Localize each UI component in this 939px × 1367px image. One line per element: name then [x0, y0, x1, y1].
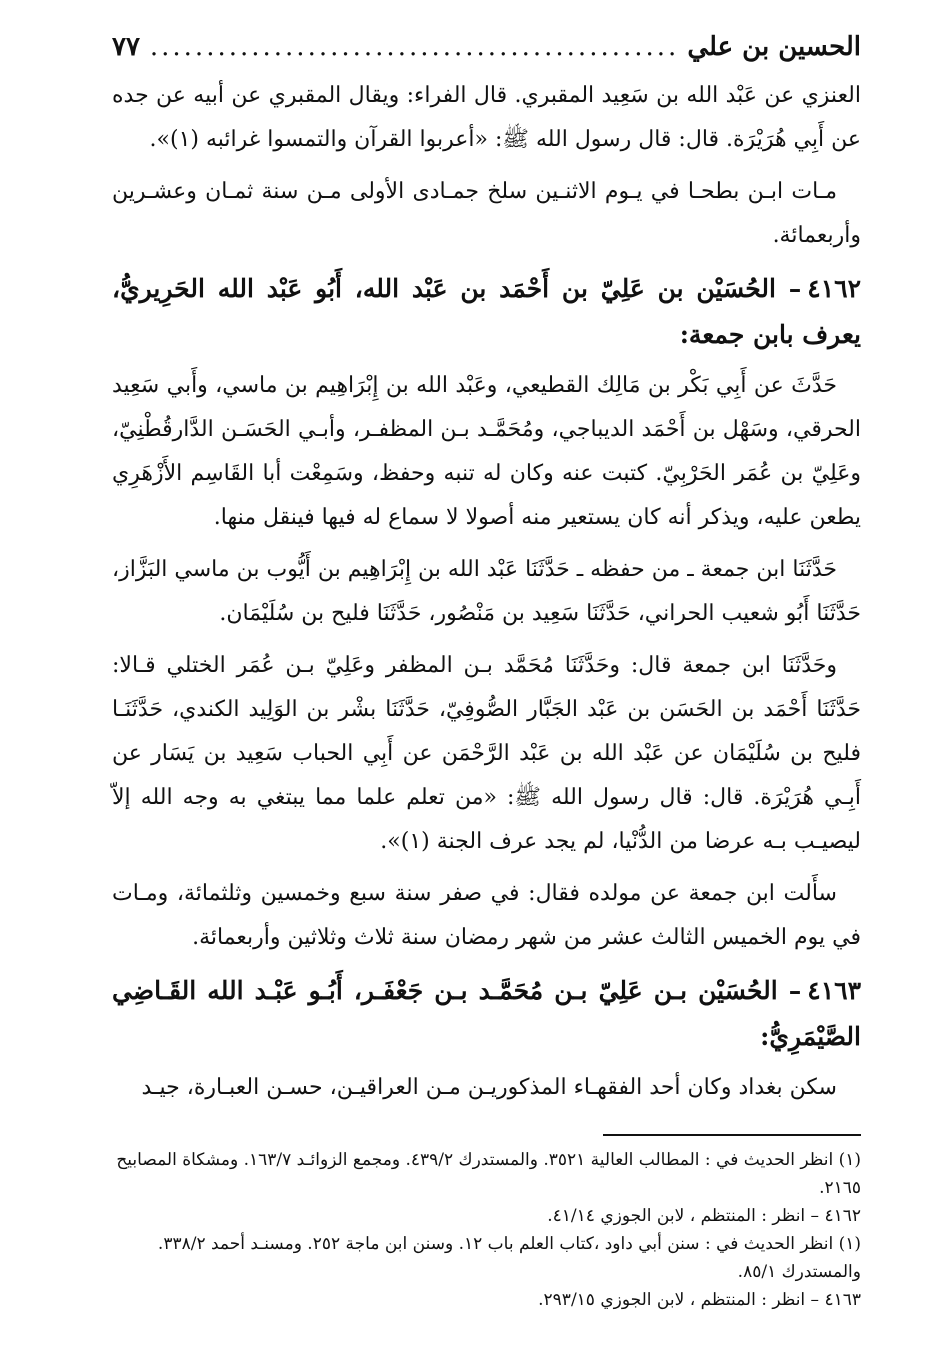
paragraph: سكن بغداد وكان أحد الفقهـاء المذكوريـن مـن العراقيـن، حسـن العبـارة، جيـد — [141, 1075, 837, 1100]
paragraph: مـات ابـن بطحـا في يـوم الاثنـين سلخ جمـادى الأولى مـن سنة ثمـان وعشـرين وأربعمائة. — [112, 179, 861, 248]
entry-title: – الحُسَيْن بن عَلِيّ بن أَحْمَد بن عَبْد الله، أَبُو عَبْد الله الحَرِيريُّ، يعرف بابن جمعة: — [112, 274, 861, 349]
paragraph: وحَدَّثَنَا ابن جمعة قال: وحَدَّثَنَا مُحَمَّد بـن المظفر وعَلِيّ بـن عُمَر الختلي قـالا: حَدَّثَنَا أَحْمَد بن الحَسَن بن عَبْد الجَبَّار الصُّوفِيّ، حَدَّثَنَا بشْر بن الوَلِيد الكندي، حَدَّثَنَـا فليح بن سُلَيْمَان عن عَبْد الله بن عَبْد الرَّحْمَن عن أَبِي الحباب سَعِيد بن يَسَار عن أَبِـي هُرَيْرَة. قال: قال رسول الله ﷺ: «من تعلم علما مما يبتغي به وجه الله إلاّ ليصيـب بـه عرضا من الدُّنْيا، لم يجد عرف الجنة (١)». — [112, 653, 861, 854]
entry-heading-4162 — [112, 266, 861, 358]
entry-heading-4163 — [112, 968, 861, 1060]
footnote: (١) انظر الحديث في : سنن أبي داود ،كتاب العلم باب ١٢. وسنن ابن ماجة ٢٥٢. ومسنـد أحمد ٣٣٨/٢. والمستدرك ٨٥/١. — [157, 1234, 861, 1282]
entry-title: – الحُسَيْن بـن عَلِيّ بـن مُحَمَّـد بـن جَعْفَـر، أَبُـو عَبْـد الله القَـاضِي الصَّيْمَرِيُّ: — [112, 976, 861, 1051]
footnote-separator — [603, 1134, 861, 1136]
paragraph: سأَلت ابن جمعة عن مولده فقال: في صفر سنة سبع وخمسين وثلثمائة، ومـات في يوم الخميس الثالث عشر من شهر رمضان سنة ثلاث وثلاثين وأربعمائة. — [112, 881, 861, 950]
entry-number: ٤١٦٢ — [807, 274, 861, 303]
page-number: ٧٧ — [112, 32, 140, 62]
paragraph: العنزي عن عَبْد الله بن سَعِيد المقبري. قال الفراء: ويقال المقبري عن أبيه عن جده عن أَبِي هُرَيْرَة. قال: قال رسول الله ﷺ: «أعربوا القرآن والتمسوا غرائبه (١)». — [112, 83, 861, 152]
header-leader-dots — [148, 32, 679, 62]
footnote: (١) انظر الحديث في : المطالب العالية ٣٥٢١. والمستدرك ٤٣٩/٢. ومجمع الزوائـد ١٦٣/٧. ومشكاة المصابيح ٢١٦٥. — [116, 1150, 861, 1198]
running-title: الحسين بن علي — [687, 32, 861, 62]
footnote: ٤١٦٣ – انظر : المنتظم ، لابن الجوزي ٢٩٣/١٥. — [538, 1290, 861, 1310]
paragraph: حَدَّثَ عن أَبِي بَكْر بن مَالِك القطيعي، وعَبْد الله بن إِبْرَاهِيم بن ماسي، وأَبي سَعِيد الحرقي، وسَهْل بن أَحْمَد الديباجي، ومُحَمَّـد بـن المظفـر، وأبـي الحَسَـن الدَّارقُطْنِيّ، وعَلِيّ بن عُمَر الحَرْبِيّ. كتبت عنه وكان له تنبه وحفظ، وسَمِعْت أبا القَاسِم الأَزْهَرِي يطعن عليه، ويذكر أنه كان يستعير منه أصولا لا سماع له فيها فينقل منها. — [112, 373, 861, 530]
footnote: ٤١٦٢ – انظر : المنتظم ، لابن الجوزي ٤١/١٤. — [547, 1206, 861, 1226]
paragraph: حَدَّثَنَا ابن جمعة ـ من حفظه ـ حَدَّثَنَا عَبْد الله بن إِبْرَاهِيم بن أَيُّوب بن ماسي البَزَّاز، حَدَّثَنَا أَبُو شعيب الحراني، حَدَّثَنَا سَعِيد بن مَنْصُور، حَدَّثَنَا فليح بن سُلَيْمَان. — [111, 557, 861, 626]
footnotes — [112, 1146, 861, 1314]
page-header — [112, 32, 861, 74]
entry-number: ٤١٦٣ — [807, 976, 861, 1005]
main-text — [112, 74, 861, 1110]
